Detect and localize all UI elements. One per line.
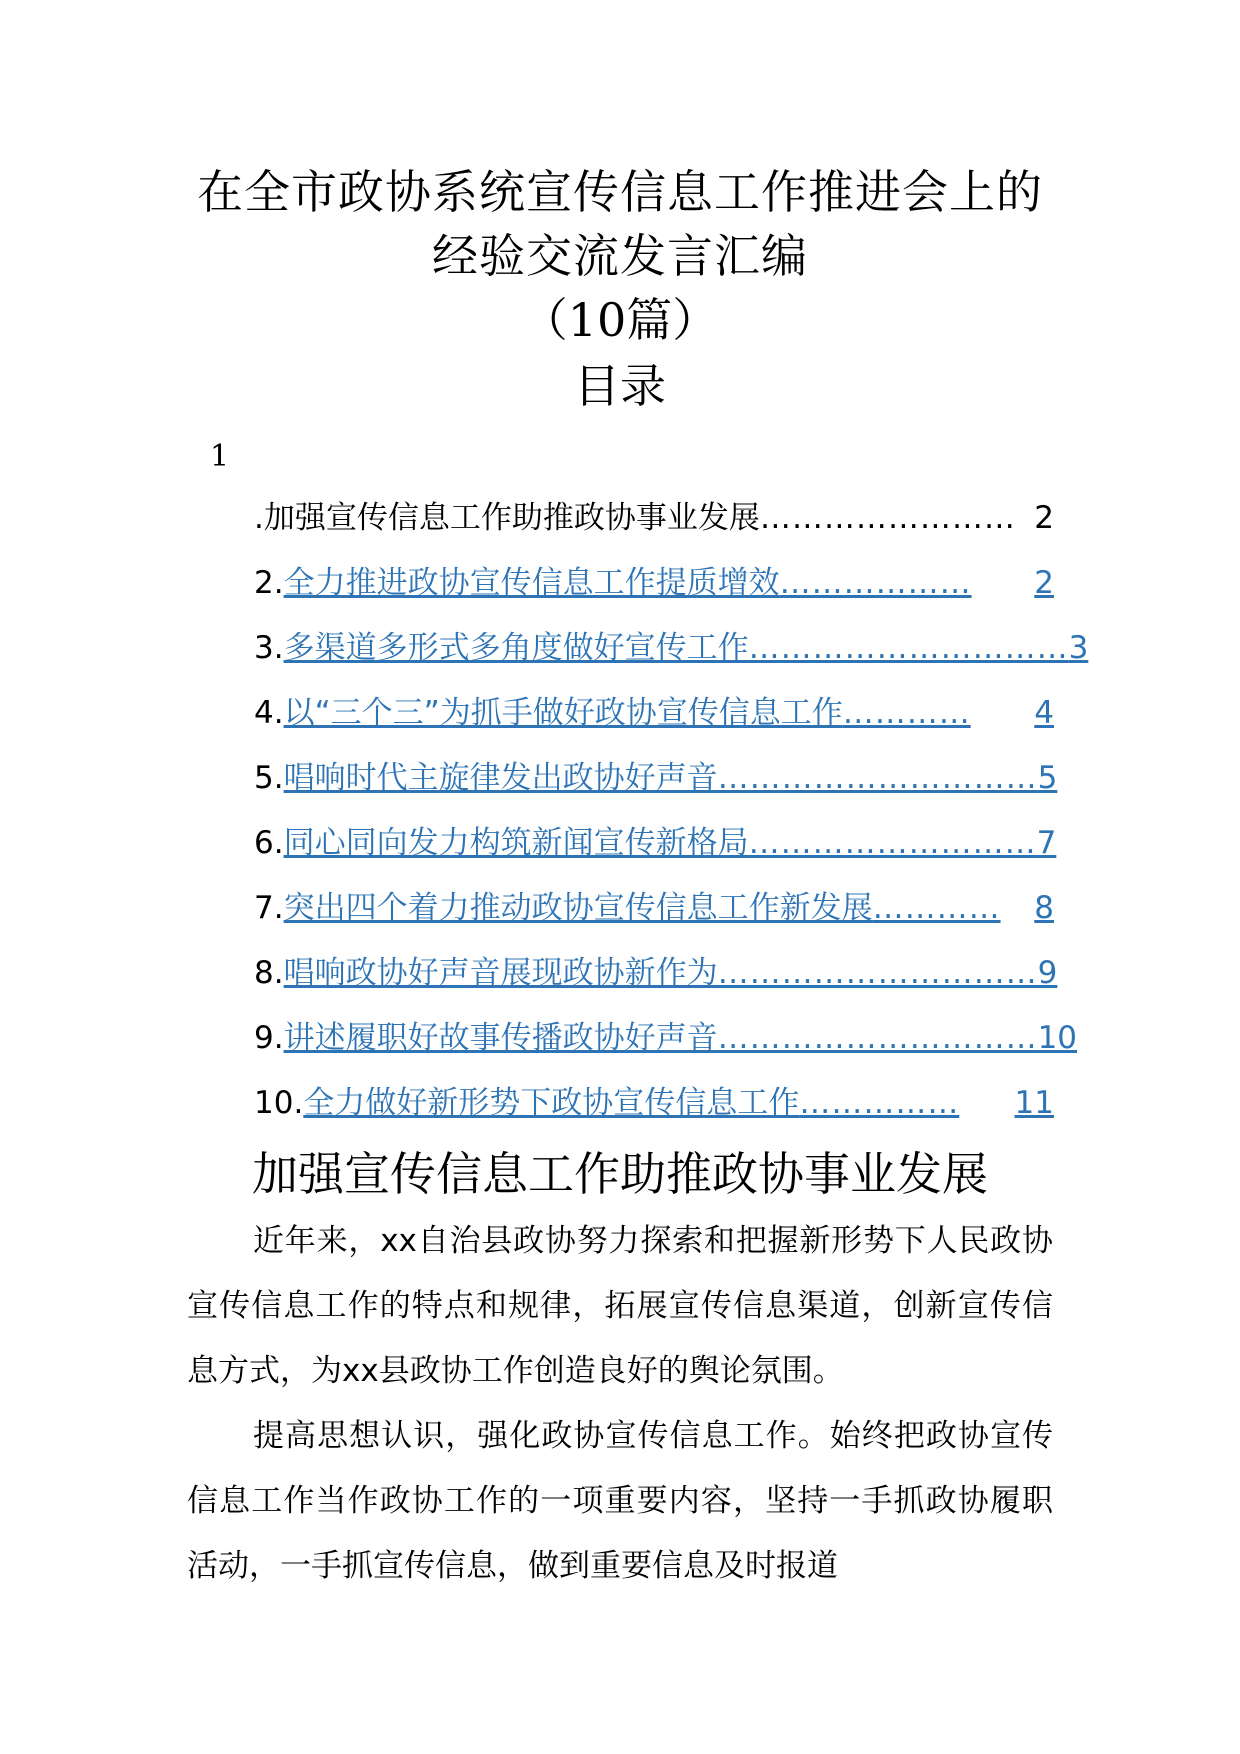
toc-entry-title[interactable]: 全力做好新形势下政协宣传信息工作 xyxy=(303,1085,800,1121)
toc-entry-leader[interactable]: ………… xyxy=(842,695,971,731)
toc-entry-index: 4. xyxy=(254,695,284,731)
count-open-paren: （ xyxy=(521,293,568,347)
count-unit: 篇 xyxy=(626,293,673,347)
toc-entry-title[interactable]: 同心同向发力构筑新闻宣传新格局 xyxy=(283,825,749,861)
document-title-line-1: 在全市政协系统宣传信息工作推进会上的 xyxy=(197,165,1043,219)
toc-entry-index: 10. xyxy=(254,1085,304,1121)
toc-entry[interactable] xyxy=(254,886,1054,951)
toc-entry xyxy=(254,496,1054,561)
toc-entry-page[interactable]: 11 xyxy=(1014,1085,1054,1121)
document-title-block xyxy=(0,160,1240,418)
toc-entry-page[interactable]: 5 xyxy=(1037,760,1058,796)
toc-entry-index: 7. xyxy=(254,890,284,926)
toc-entry[interactable] xyxy=(254,626,1089,691)
toc-entry-leader[interactable]: ………………………… xyxy=(717,955,1038,991)
toc-entry-index: 5. xyxy=(254,760,284,796)
toc-entry-title[interactable]: 多渠道多形式多角度做好宣传工作 xyxy=(283,630,749,666)
table-of-contents xyxy=(254,496,1089,1146)
body-paragraph-2: 提高思想认识，强化政协宣传信息工作。始终把政协宣传信息工作当作政协工作的一项重要内容，坚持一手抓政协履职活动，一手抓宣传信息，做到重要信息及时报道 xyxy=(187,1418,1053,1584)
toc-entry-index: 6. xyxy=(254,825,284,861)
toc-entry-page[interactable]: 8 xyxy=(1034,890,1054,926)
toc-entry[interactable] xyxy=(254,561,1054,626)
toc-entry[interactable] xyxy=(254,821,1057,886)
toc-entry-leader[interactable]: ………………………… xyxy=(748,630,1069,666)
document-title-line-2: 经验交流发言汇编 xyxy=(432,229,808,283)
toc-entry-index: 2. xyxy=(254,565,284,601)
toc-entry-page[interactable]: 9 xyxy=(1037,955,1058,991)
toc-entry-title[interactable]: 突出四个着力推动政协宣传信息工作新发展 xyxy=(283,890,873,926)
toc-entry-page[interactable]: 10 xyxy=(1037,1020,1078,1056)
count-number: 10 xyxy=(567,293,627,347)
toc-entry-leader[interactable]: …………… xyxy=(799,1085,960,1121)
toc-entry-page[interactable]: 4 xyxy=(1034,695,1054,731)
body-paragraph-1: 近年来，xx自治县政协努力探索和把握新形势下人民政协宣传信息工作的特点和规律，拓展宣传信息渠道，创新宣传信息方式，为xx县政协工作创造良好的舆论氛围。 xyxy=(187,1223,1053,1389)
toc-entry[interactable] xyxy=(254,1016,1078,1081)
toc-entry-leader[interactable]: ………… xyxy=(872,890,1001,926)
toc-entry-leader: …………………… xyxy=(759,500,1016,536)
toc-entry-index: 8. xyxy=(254,955,284,991)
toc-entry-title: .加强宣传信息工作助推政协事业发展 xyxy=(254,500,760,536)
section-heading: 加强宣传信息工作助推政协事业发展 xyxy=(252,1147,988,1201)
toc-entry-title[interactable]: 以“三个三”为抓手做好政协宣传信息工作 xyxy=(283,695,843,731)
toc-entry-title[interactable]: 讲述履职好故事传播政协好声音 xyxy=(283,1020,718,1056)
toc-entry-page[interactable]: 3 xyxy=(1068,630,1089,666)
toc-entry-leader[interactable]: ……………………… xyxy=(748,825,1037,861)
toc-entry[interactable] xyxy=(254,691,1054,756)
toc-entry-index: 3. xyxy=(254,630,284,666)
toc-entry-page: 2 xyxy=(1034,500,1054,536)
section-body xyxy=(187,1209,1053,1599)
toc-entry-title[interactable]: 唱响时代主旋律发出政协好声音 xyxy=(283,760,718,796)
toc-heading: 目录 xyxy=(574,359,666,413)
toc-entry-page[interactable]: 7 xyxy=(1036,825,1057,861)
toc-entry-title[interactable]: 全力推进政协宣传信息工作提质增效 xyxy=(283,565,780,601)
toc-entry[interactable] xyxy=(254,1081,1054,1146)
article-count xyxy=(0,288,1240,352)
toc-entry[interactable] xyxy=(254,756,1058,821)
toc-leading-number: 1 xyxy=(210,439,230,474)
toc-entry-page[interactable]: 2 xyxy=(1034,565,1054,601)
toc-entry-leader[interactable]: ………………………… xyxy=(717,760,1038,796)
toc-entry-index: 9. xyxy=(254,1020,284,1056)
toc-entry-title[interactable]: 唱响政协好声音展现政协新作为 xyxy=(283,955,718,991)
toc-entry-leader[interactable]: ……………… xyxy=(779,565,972,601)
toc-entry-leader[interactable]: ………………………… xyxy=(717,1020,1038,1056)
count-close-paren: ） xyxy=(672,293,719,347)
toc-entry[interactable] xyxy=(254,951,1058,1016)
